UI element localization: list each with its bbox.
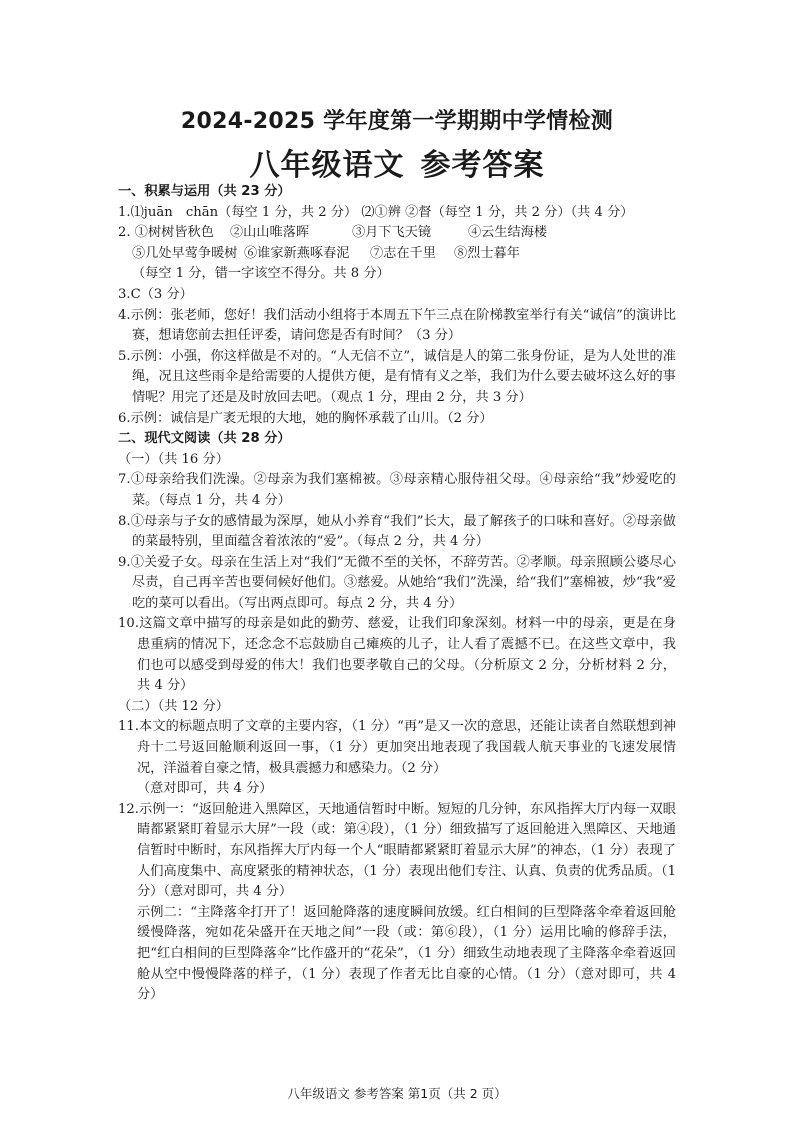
answer-q12-example1: 12.示例一：“返回舱进入黑障区，天地通信暂时中断。短短的几分钟，东风指挥大厅内每一双眼睛都紧紧盯着显示大屏”一段（或：第④段），（1 分）细致描写了返回舱进入黑障区、天地通信暂时中断时，东风指挥大厅内每一个人“眼睛都紧紧盯着显示大屏”的神态，（1 分）表现了人们高度集中、高度紧张的精神状态，（1 分）表现出他们专注、认真、负责的优秀品质。（1 分）（意对即可，共 4 分）	[118, 801, 676, 900]
subsection-heading-2: （二）（共 12 分）	[118, 698, 229, 714]
answer-q2-row2	[118, 244, 676, 265]
answer-q2-note: （每空 1 分，错一字该空不得分。共 8 分）	[132, 266, 390, 282]
page-footer: 八年级语文 参考答案 第1页（共 2 页）	[287, 1086, 507, 1101]
answer-q7: 7.①母亲给我们洗澡。②母亲为我们塞棉被。③母亲精心服侍祖父母。④母亲给“我”炒爱吃的菜。（每点 1 分，共 4 分）	[118, 472, 676, 508]
answer-q11: 11.本文的标题点明了文章的主要内容，（1 分）“再”是又一次的意思，还能让读者自然联想到神舟十二号返回舱顺利返回一事，（1 分）更加突出地表现了我国载人航天事业的飞速发展情况，洋溢着自豪之情，极具震撼力和感染力。（2 分）	[118, 719, 676, 776]
q2-blank-2: ②山山唯落晖	[230, 225, 310, 241]
answer-q5: 5.示例：小强，你这样做是不对的。“人无信不立”，诚信是人的第二张身份证，是为人处世的准绳，况且这些雨伞是给需要的人提供方便，是有情有义之举，我们为什么要去破坏这么好的事情呢？用完了还是及时放回去吧。（观点 1 分，理由 2 分，共 3 分）	[118, 348, 676, 405]
q2-blank-4: ④云生结海楼	[468, 225, 548, 241]
subject-name: 八年级语文	[249, 148, 405, 183]
answer-q3: 3.C（3 分）	[118, 286, 193, 302]
answer-q6: 6.示例：诚信是广袤无垠的大地，她的胸怀承载了山川。（2 分）	[118, 410, 493, 426]
answer-q4: 4.示例：张老师，您好！我们活动小组将于本周五下午三点在阶梯教室举行有关“诚信”的演讲比赛，想请您前去担任评委，请问您是否有时间？（3 分）	[118, 307, 676, 344]
answer-q9: 9.①关爱子女。母亲在生活上对“我们”无微不至的关怀，不辞劳苦。②孝顺。母亲照顾公婆尽心尽责，自己再辛苦也要伺候好他们。③慈爱。从她给“我们”洗澡，给“我们”塞棉被，炒“我”爱吃的菜可以看出。（写出两点即可。每点 2 分，共 4 分）	[118, 554, 676, 611]
q2-blank-6: ⑥谁家新燕啄春泥	[244, 245, 350, 261]
subject-title	[0, 140, 794, 184]
answer-q1: 1.⑴juān chān（每空 1 分，共 2 分） ⑵①辨 ②督（每空 1 分，共 2 分）（共 4 分）	[118, 204, 634, 220]
answer-content	[118, 182, 676, 1006]
answer-q10: 10.这篇文章中描写的母亲是如此的勤劳、慈爱，让我们印象深刻。材料一中的母亲，更是在身患重病的情况下，还念念不忘鼓励自己瘫痪的儿子，让人看了震撼不已。在这些文章中，我们也可以感受到母爱的伟大！我们也要孝敬自己的父母。（分析原文 2 分，分析材料 2 分，共 4 分）	[118, 616, 676, 694]
section-heading-part2: 二、现代文阅读（共 28 分）	[118, 431, 291, 447]
q2-blank-7: ⑦志在千里	[370, 245, 436, 261]
subsection-heading-1: （一）（共 16 分）	[118, 451, 229, 467]
q2-blank-3: ③月下飞天镜	[352, 225, 432, 241]
answer-q12-example2: 示例二：“主降落伞打开了！返回舱降落的速度瞬间放缓。红白相间的巨型降落伞牵着返回舱缓慢降落，宛如花朵盛开在天地之间”一段（或：第⑥段），（1 分）运用比喻的修辞手法，把“红白相间的巨型降落伞”比作盛开的“花朵”，（1 分）细致生动地表现了主降落伞牵着返回舱从空中慢慢降落的样子，（1 分）表现了作者无比自豪的心情。（1 分）（意对即可，共 4 分）	[137, 904, 676, 1003]
answer-q11-note: （意对即可，共 4 分）	[137, 781, 273, 797]
q2-blank-8: ⑧烈士暮年	[454, 245, 520, 261]
answer-q2-row1	[118, 223, 676, 244]
q2-blank-1: 2. ①树树皆秋色	[118, 225, 214, 241]
section-heading-part1: 一、积累与运用（共 23 分）	[118, 184, 291, 199]
answer-q8: 8.①母亲与子女的感情最为深厚，她从小养育“我们”长大，最了解孩子的口味和喜好。②母亲做的菜最特别，里面蕴含着浓浓的“爱”。（每点 2 分，共 4 分）	[118, 513, 676, 550]
answer-key-label: 参考答案	[420, 148, 545, 183]
exam-title: 2024-2025 学年度第一学期期中学情检测	[180, 109, 614, 134]
q2-blank-5: ⑤几处早莺争暖树	[132, 245, 238, 261]
